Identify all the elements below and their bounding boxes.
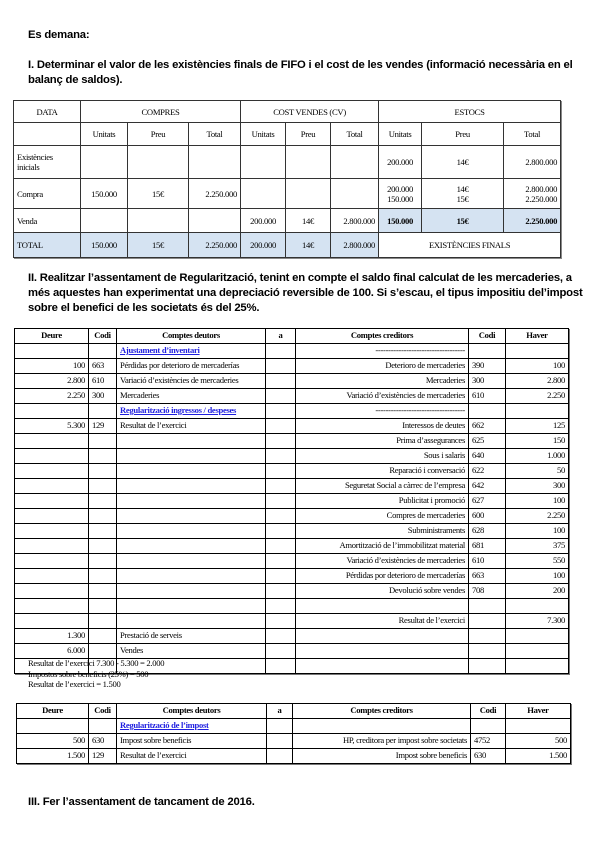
credit-code: 642 (469, 479, 506, 494)
cell (331, 146, 379, 179)
credit-code: 628 (469, 524, 506, 539)
column-header: a (266, 329, 296, 344)
table-row (14, 146, 561, 179)
column-header: Haver (506, 704, 571, 719)
debit-amount: 2.250 (15, 389, 89, 404)
debit-account (117, 539, 266, 554)
a-column (266, 599, 296, 614)
subheader: Unitats (379, 123, 422, 146)
cell: 15€ (422, 209, 504, 233)
credit-code: 625 (469, 434, 506, 449)
debit-account (117, 449, 266, 464)
subheader: Total (504, 123, 561, 146)
credit-amount (506, 599, 569, 614)
a-column (266, 569, 296, 584)
debit-amount (15, 449, 89, 464)
debit-code (89, 644, 117, 659)
subheader: Total (189, 123, 241, 146)
a-column (266, 509, 296, 524)
subheader: Unitats (241, 123, 286, 146)
a-column (266, 374, 296, 389)
regularization-journal-table (14, 328, 569, 674)
journal-row (15, 494, 569, 509)
journal-row (17, 719, 571, 734)
cell: 14€ (286, 233, 331, 258)
credit-code: 681 (469, 539, 506, 554)
debit-amount (15, 614, 89, 629)
cell: 200.000 (241, 233, 286, 258)
note-line: Impostos sobre beneficis (25%) = 500 (28, 668, 149, 679)
credit-code: 610 (469, 554, 506, 569)
cell: 2.800.000 (331, 233, 379, 258)
debit-account (117, 494, 266, 509)
credit-code: 600 (469, 509, 506, 524)
journal-row (15, 449, 569, 464)
credit-amount: 100 (506, 569, 569, 584)
debit-amount: 1.500 (17, 749, 89, 764)
credit-amount: 550 (506, 554, 569, 569)
debit-code (89, 584, 117, 599)
debit-amount: 2.800 (15, 374, 89, 389)
journal-row (15, 479, 569, 494)
credit-code: 610 (469, 389, 506, 404)
journal-row (15, 404, 569, 419)
credit-amount: 7.300 (506, 614, 569, 629)
credit-account (293, 719, 471, 734)
header-row (15, 329, 569, 344)
credit-account: Pérdidas por deterioro de mercaderías (296, 569, 469, 584)
cell (286, 146, 331, 179)
credit-amount (506, 344, 569, 359)
a-column (266, 359, 296, 374)
journal-row (15, 419, 569, 434)
credit-amount (506, 719, 571, 734)
credit-code: 708 (469, 584, 506, 599)
debit-amount (15, 509, 89, 524)
debit-account (117, 569, 266, 584)
a-column (267, 749, 293, 764)
debit-code (89, 539, 117, 554)
journal-row (15, 599, 569, 614)
debit-code (89, 599, 117, 614)
credit-code: 300 (469, 374, 506, 389)
debit-code (89, 494, 117, 509)
header-row (17, 704, 571, 719)
cell: 200.000 (241, 209, 286, 233)
debit-amount: 6.000 (15, 644, 89, 659)
debit-code: 630 (89, 734, 117, 749)
journal-row (15, 539, 569, 554)
cell: 2.250.000 (189, 233, 241, 258)
debit-code: 129 (89, 749, 117, 764)
credit-account: Mercaderies (296, 374, 469, 389)
credit-code: 627 (469, 494, 506, 509)
row-label: TOTAL (14, 233, 81, 258)
column-header: Comptes creditors (293, 704, 471, 719)
debit-amount: 100 (15, 359, 89, 374)
column-header: Deure (15, 329, 89, 344)
credit-amount: 500 (506, 734, 571, 749)
note-line: Resultat de l’exercici 7.300 - 5.300 = 2.000 (28, 658, 165, 668)
a-column (266, 584, 296, 599)
cell (128, 209, 189, 233)
credit-amount: 375 (506, 539, 569, 554)
debit-account: Prestació de serveis (117, 629, 266, 644)
credit-code (471, 719, 506, 734)
credit-amount: 300 (506, 479, 569, 494)
debit-code (89, 344, 117, 359)
debit-account: Regularització de l’impost (117, 719, 267, 734)
a-column (266, 434, 296, 449)
journal-row (15, 434, 569, 449)
group-header-row (14, 101, 561, 123)
row-label: Existències inicials (14, 146, 81, 179)
credit-account: Amortització de l’immobilitzat material (296, 539, 469, 554)
debit-code (89, 449, 117, 464)
journal-row (15, 554, 569, 569)
cell: 2.800.000 (504, 146, 561, 179)
column-header: Codi (89, 704, 117, 719)
debit-code (89, 554, 117, 569)
credit-account: Variació d’existències de mercaderies (296, 389, 469, 404)
debit-account: Pérdidas por deterioro de mercaderías (117, 359, 266, 374)
cell: 14€ 15€ (422, 179, 504, 209)
column-header: Deure (17, 704, 89, 719)
cell: 2.250.000 (189, 179, 241, 209)
cell: 15€ (128, 233, 189, 258)
debit-code: 610 (89, 374, 117, 389)
cell (286, 179, 331, 209)
journal-row (17, 749, 571, 764)
cell: 2.250.000 (504, 209, 561, 233)
debit-code (89, 404, 117, 419)
credit-amount (506, 629, 569, 644)
cell: 2.800.000 2.250.000 (504, 179, 561, 209)
journal-row (15, 344, 569, 359)
credit-amount: 1.500 (506, 749, 571, 764)
journal-row (15, 509, 569, 524)
a-column (266, 629, 296, 644)
cell: 2.800.000 (331, 209, 379, 233)
credit-amount: 2.800 (506, 374, 569, 389)
debit-amount: 1.300 (15, 629, 89, 644)
debit-account: Resultat de l’exercici (117, 419, 266, 434)
credit-amount: 50 (506, 464, 569, 479)
credit-amount: 100 (506, 524, 569, 539)
debit-code: 129 (89, 419, 117, 434)
column-header: Comptes creditors (296, 329, 469, 344)
column-header: Codi (471, 704, 506, 719)
journal-row (15, 374, 569, 389)
a-column (266, 449, 296, 464)
credit-account: Sous i salaris (296, 449, 469, 464)
debit-amount (15, 524, 89, 539)
cell: 14€ (286, 209, 331, 233)
debit-amount: 5.300 (15, 419, 89, 434)
credit-account (296, 644, 469, 659)
journal-row (17, 734, 571, 749)
subheader: Preu (286, 123, 331, 146)
column-header: Codi (469, 329, 506, 344)
cell: 15€ (128, 179, 189, 209)
cell: 150.000 (379, 209, 422, 233)
cell (81, 209, 128, 233)
credit-amount (506, 404, 569, 419)
fifo-table (13, 100, 561, 258)
subheader-row (14, 123, 561, 146)
debit-code: 300 (89, 389, 117, 404)
cell (189, 209, 241, 233)
journal-row (15, 569, 569, 584)
journal-row (15, 629, 569, 644)
a-column (266, 404, 296, 419)
row-label: Compra (14, 179, 81, 209)
cell: 200.000 (379, 146, 422, 179)
debit-code (89, 629, 117, 644)
a-column (266, 494, 296, 509)
group-header: DATA (14, 101, 81, 123)
credit-amount (506, 659, 569, 674)
cell (128, 146, 189, 179)
debit-amount (17, 719, 89, 734)
a-column (266, 539, 296, 554)
debit-amount (15, 404, 89, 419)
cell (241, 146, 286, 179)
debit-account (117, 554, 266, 569)
a-column (266, 644, 296, 659)
debit-code (89, 479, 117, 494)
section3-title: III. Fer l’assentament de tancament de 2016. (28, 796, 255, 808)
credit-account: ----------------------------------- (296, 344, 469, 359)
credit-code (469, 659, 506, 674)
credit-amount: 200 (506, 584, 569, 599)
row-label: Venda (14, 209, 81, 233)
debit-code (89, 569, 117, 584)
credit-code (469, 629, 506, 644)
cell: 200.000 150.000 (379, 179, 422, 209)
a-column (266, 524, 296, 539)
credit-account (296, 629, 469, 644)
journal-row (15, 524, 569, 539)
cell (331, 179, 379, 209)
credit-amount: 100 (506, 359, 569, 374)
credit-code: 663 (469, 569, 506, 584)
column-header: Comptes deutors (117, 329, 266, 344)
heading-es-demana: Es demana: (28, 29, 90, 41)
cell (189, 146, 241, 179)
debit-code (89, 509, 117, 524)
a-column (266, 479, 296, 494)
column-header: a (267, 704, 293, 719)
note-line: Resultat de l’exercici = 1.500 (28, 679, 121, 689)
credit-account: Interessos de deutes (296, 419, 469, 434)
credit-account: Subministraments (296, 524, 469, 539)
credit-account: Seguretat Social a càrrec de l’empresa (296, 479, 469, 494)
credit-amount: 2.250 (506, 509, 569, 524)
debit-amount (15, 434, 89, 449)
debit-amount (15, 494, 89, 509)
debit-account: Resultat de l’exercici (117, 749, 267, 764)
section2-title: II. Realitzar l’assentament de Regularització, tenint en compte el saldo final calculat de les mercaderies, a més aquestes han experimentat una depreciació reversible de 100. Si s’escau, el tipus impositiu del’impost sobre el benefici de les societats és del 25%. (28, 272, 583, 314)
credit-account: Reparació i conversació (296, 464, 469, 479)
debit-amount (15, 539, 89, 554)
debit-amount (15, 599, 89, 614)
credit-code: 630 (471, 749, 506, 764)
table-row (14, 179, 561, 209)
credit-amount: 125 (506, 419, 569, 434)
credit-account: Variació d’existències de mercaderies (296, 554, 469, 569)
credit-account: Devolució sobre vendes (296, 584, 469, 599)
debit-account (117, 464, 266, 479)
credit-account (296, 659, 469, 674)
debit-code: 663 (89, 359, 117, 374)
debit-amount (15, 584, 89, 599)
debit-account: Mercaderies (117, 389, 266, 404)
table-row (14, 209, 561, 233)
column-header: Comptes deutors (117, 704, 267, 719)
credit-amount: 100 (506, 494, 569, 509)
credit-code: 662 (469, 419, 506, 434)
journal-row (15, 614, 569, 629)
debit-account (117, 509, 266, 524)
journal-row (15, 389, 569, 404)
debit-amount: 500 (17, 734, 89, 749)
debit-code (89, 524, 117, 539)
column-header: Codi (89, 329, 117, 344)
debit-amount (15, 554, 89, 569)
journal-row (15, 644, 569, 659)
journal-row (15, 584, 569, 599)
a-column (266, 554, 296, 569)
cell: 14€ (422, 146, 504, 179)
debit-amount (15, 569, 89, 584)
credit-amount (506, 644, 569, 659)
a-column (266, 464, 296, 479)
a-column (266, 389, 296, 404)
group-header: COMPRES (81, 101, 241, 123)
group-header: ESTOCS (379, 101, 561, 123)
tax-journal-table (16, 703, 571, 764)
debit-account (117, 584, 266, 599)
cell (81, 146, 128, 179)
group-header: COST VENDES (CV) (241, 101, 379, 123)
credit-code: 622 (469, 464, 506, 479)
a-column (267, 719, 293, 734)
a-column (266, 614, 296, 629)
credit-account: Resultat de l’exercici (296, 614, 469, 629)
a-column (266, 419, 296, 434)
debit-account: Ajustament d’inventari (117, 344, 266, 359)
credit-account: ----------------------------------- (296, 404, 469, 419)
credit-account (296, 599, 469, 614)
journal-row (15, 359, 569, 374)
credit-code (469, 404, 506, 419)
credit-account: Compres de mercaderies (296, 509, 469, 524)
credit-amount: 1.000 (506, 449, 569, 464)
empty-cell (14, 123, 81, 146)
debit-account: Impost sobre beneficis (117, 734, 267, 749)
a-column (266, 344, 296, 359)
debit-amount (15, 479, 89, 494)
debit-amount (15, 464, 89, 479)
cell: 150.000 (81, 233, 128, 258)
credit-code: 640 (469, 449, 506, 464)
credit-amount: 150 (506, 434, 569, 449)
a-column (266, 659, 296, 674)
credit-account: Publicitat i promoció (296, 494, 469, 509)
debit-code (89, 719, 117, 734)
debit-code (89, 464, 117, 479)
credit-code (469, 644, 506, 659)
column-header: Haver (506, 329, 569, 344)
journal-row (15, 464, 569, 479)
debit-code (89, 434, 117, 449)
a-column (267, 734, 293, 749)
debit-account (117, 524, 266, 539)
credit-code (469, 344, 506, 359)
credit-account: Prima d’assegurances (296, 434, 469, 449)
result-calculation-notes (28, 658, 164, 690)
debit-account (117, 434, 266, 449)
debit-account (117, 614, 266, 629)
subheader: Preu (422, 123, 504, 146)
credit-code (469, 599, 506, 614)
subheader: Preu (128, 123, 189, 146)
credit-account: Impost sobre beneficis (293, 749, 471, 764)
debit-account (117, 599, 266, 614)
debit-code (89, 614, 117, 629)
credit-code (469, 614, 506, 629)
debit-account (117, 479, 266, 494)
credit-code: 390 (469, 359, 506, 374)
table-row (14, 233, 561, 258)
debit-account: Variació d’existències de mercaderies (117, 374, 266, 389)
debit-amount (15, 344, 89, 359)
cell: 150.000 (81, 179, 128, 209)
debit-account: Vendes (117, 644, 266, 659)
credit-account: Deterioro de mercaderies (296, 359, 469, 374)
credit-code: 4752 (471, 734, 506, 749)
credit-amount: 2.250 (506, 389, 569, 404)
final-stock-label: EXISTÈNCIES FINALS (379, 233, 561, 258)
credit-account: HP, creditora per impost sobre societats (293, 734, 471, 749)
cell (241, 179, 286, 209)
subheader: Unitats (81, 123, 128, 146)
debit-account: Regularització ingressos / despeses (117, 404, 266, 419)
section1-title: I. Determinar el valor de les existències finals de FIFO i el cost de les vendes (informació necessària en el balanç de saldos). (28, 59, 573, 86)
subheader: Total (331, 123, 379, 146)
